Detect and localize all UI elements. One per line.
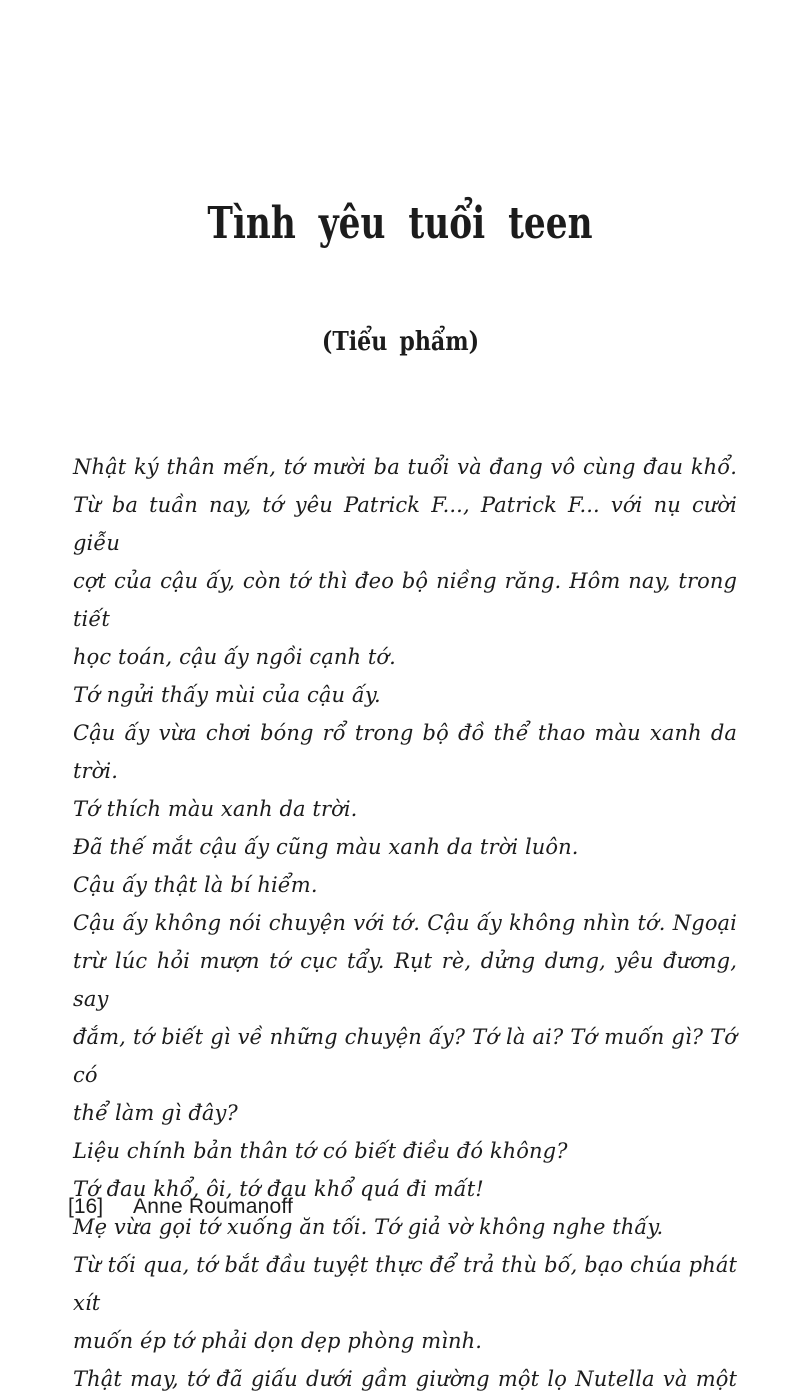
body-line: muốn ép tớ phải dọn dẹp phòng mình. [73,1329,483,1353]
body-line: đắm, tớ biết gì về những chuyện ấy? Tớ là ai? Tớ muốn gì? Tớ có [73,1025,737,1087]
body-line: Tớ ngửi thấy mùi của cậu ấy. [73,683,381,707]
body-line: cợt của cậu ấy, còn tớ thì đeo bộ niềng răng. Hôm nay, trong tiết [73,569,737,631]
body-line: thể làm gì đây? [73,1101,238,1125]
chapter-subtitle-text: (Tiểu phẩm) [321,327,479,357]
page-number: [16] [68,1195,104,1218]
body-text [73,448,737,1398]
body-line: trừ lúc hỏi mượn tớ cục tẩy. Rụt rè, dửng dưng, yêu đương, say [73,949,737,1011]
body-line: Đã thế mắt cậu ấy cũng màu xanh da trời luôn. [73,835,579,859]
chapter-subtitle [0,327,800,357]
page-footer [68,1195,293,1219]
body-line: Nhật ký thân mến, tớ mười ba tuổi và đang vô cùng đau khổ. [73,455,737,479]
body-line: Cậu ấy thật là bí hiểm. [73,873,318,897]
body-line: Thật may, tớ đã giấu dưới gầm giường một lọ Nutella và một [73,1367,737,1391]
body-line: Cậu ấy không nói chuyện với tớ. Cậu ấy không nhìn tớ. Ngoại [73,911,737,935]
body-line: học toán, cậu ấy ngồi cạnh tớ. [73,645,396,669]
body-line: Mẹ vừa gọi tớ xuống ăn tối. Tớ giả vờ không nghe thấy. [73,1215,664,1239]
body-line: Từ tối qua, tớ bắt đầu tuyệt thực để trả thù bố, bạo chúa phát xít [73,1253,737,1315]
chapter-title-text: Tình yêu tuổi teen [207,198,593,249]
body-line: Tớ thích màu xanh da trời. [73,797,358,821]
body-line: Liệu chính bản thân tớ có biết điều đó không? [73,1139,568,1163]
body-line: Cậu ấy vừa chơi bóng rổ trong bộ đồ thể thao màu xanh da trời. [73,721,737,783]
chapter-title [0,198,800,249]
body-line: Tớ đau khổ, ôi, tớ đau khổ quá đi mất! [73,1177,484,1201]
author-name: Anne Roumanoff [133,1195,294,1218]
body-line: Từ ba tuần nay, tớ yêu Patrick F..., Patrick F... với nụ cười giễu [73,493,737,555]
